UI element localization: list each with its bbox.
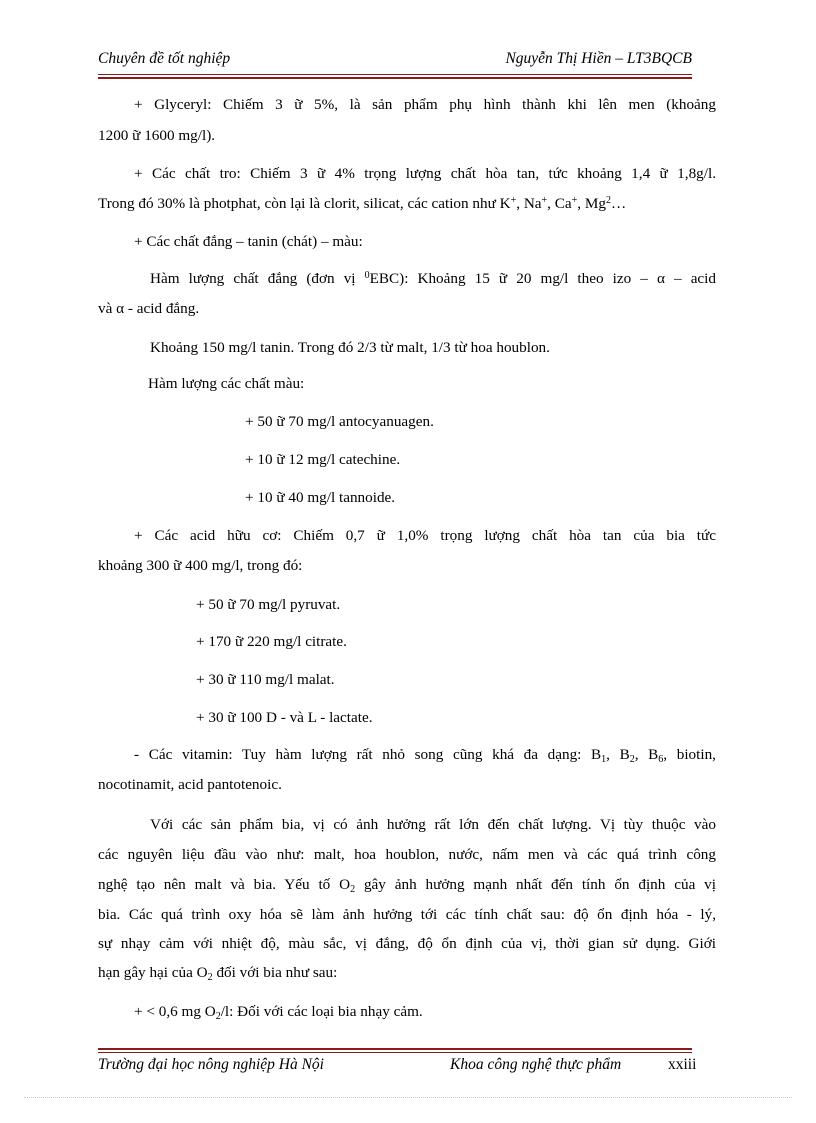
acid-line-2: khoảng 300 ữ 400 mg/l, trong đó: — [98, 557, 303, 574]
footer-university: Trường đại học nông nghiệp Hà Nội — [98, 1056, 324, 1073]
glyceryl-line-1: + Glyceryl: Chiếm 3 ữ 5%, là sản phẩm phụ hình thành khi lên men (khoảng — [134, 96, 716, 113]
page-header — [98, 50, 692, 74]
vitamin-line-2: nocotinamit, acid pantotenoic. — [98, 776, 282, 793]
page-number: xxiii — [668, 1056, 697, 1073]
footer-faculty: Khoa công nghệ thực phẩm — [450, 1056, 622, 1073]
ash-line-2: Trong đó 30% là photphat, còn lại là clorit, silicat, các cation như K+, Na+, Ca+, Mg$^2$… — [98, 195, 627, 212]
bitter-title: + Các chất đắng – tanin (chát) – màu: — [134, 233, 363, 250]
acid-item: + 30 ữ 110 mg/l malat. — [196, 671, 335, 688]
color-title: Hàm lượng các chất màu: — [148, 375, 305, 392]
limit-line: + < 0,6 mg $O_2/l$: Đối với các loại bia nhạy cảm. — [134, 1003, 423, 1022]
vitamin-line-1: - Các vitamin: Tuy hàm lượng rất nhỏ song cũng khá đa dạng: $B_1$, $B_2$, $B_6$, biotin, — [134, 746, 716, 765]
paragraph-line-6: hạn gây hại của $O_2$ đối với bia như sau: — [98, 964, 338, 983]
page-footer — [98, 1056, 698, 1078]
header-author: Nguyễn Thị Hiền – LT3BQCB — [505, 50, 692, 67]
header-rule-thick — [98, 77, 692, 79]
footer-rule-thin — [98, 1052, 692, 1053]
paragraph-line-4: bia. Các quá trình oxy hóa sẽ làm ảnh hưởng tới các tính chất sau: độ ổn định hóa - lý, — [98, 906, 716, 923]
ash-line-1: + Các chất tro: Chiếm 3 ữ 4% trọng lượng chất hòa tan, tức khoảng 1,4 ữ 1,8g/l. — [134, 165, 716, 182]
header-rule-thin — [98, 74, 692, 75]
color-item: + 50 ữ 70 mg/l antocyanuagen. — [245, 413, 434, 430]
bitter-line-2: và α - acid đắng. — [98, 300, 200, 317]
tanin-line: Khoảng 150 mg/l tanin. Trong đó 2/3 từ malt, 1/3 từ hoa houblon. — [150, 339, 550, 356]
paragraph-line-2: các nguyên liệu đầu vào như: malt, hoa houblon, nước, nấm men và các quá trình công — [98, 846, 716, 863]
glyceryl-line-2: 1200 ữ 1600 mg/l). — [98, 127, 216, 144]
acid-item: + 50 ữ 70 mg/l pyruvat. — [196, 596, 341, 613]
page-edge-dotted-line — [24, 1097, 792, 1098]
footer-rule-thick — [98, 1048, 692, 1050]
acid-line-1: + Các acid hữu cơ: Chiếm 0,7 ữ 1,0% trọng lượng chất hòa tan của bia tức — [134, 527, 716, 544]
bitter-line-1: Hàm lượng chất đắng (đơn vị $^0$EBC): Khoảng 15 ữ 20 mg/l theo izo – α – acid — [150, 270, 716, 287]
paragraph-line-1: Với các sản phẩm bia, vị có ảnh hưởng rất lớn đến chất lượng. Vị tùy thuộc vào — [150, 816, 716, 833]
color-item: + 10 ữ 40 mg/l tannoide. — [245, 489, 396, 506]
acid-item: + 30 ữ 100 D - và L - lactate. — [196, 709, 373, 726]
paragraph-line-5: sự nhạy cảm với nhiệt độ, màu sắc, vị đắng, độ ổn định của vị, thời gian sử dụng. Giới — [98, 935, 716, 952]
acid-item: + 170 ữ 220 mg/l citrate. — [196, 633, 347, 650]
header-left-title: Chuyên đề tốt nghiệp — [98, 50, 231, 67]
paragraph-line-3: nghệ tạo nên malt và bia. Yếu tố $O_2$ gây ảnh hưởng mạnh nhất đến tính ổn định của vị — [98, 876, 716, 895]
color-item: + 10 ữ 12 mg/l catechine. — [245, 451, 401, 468]
